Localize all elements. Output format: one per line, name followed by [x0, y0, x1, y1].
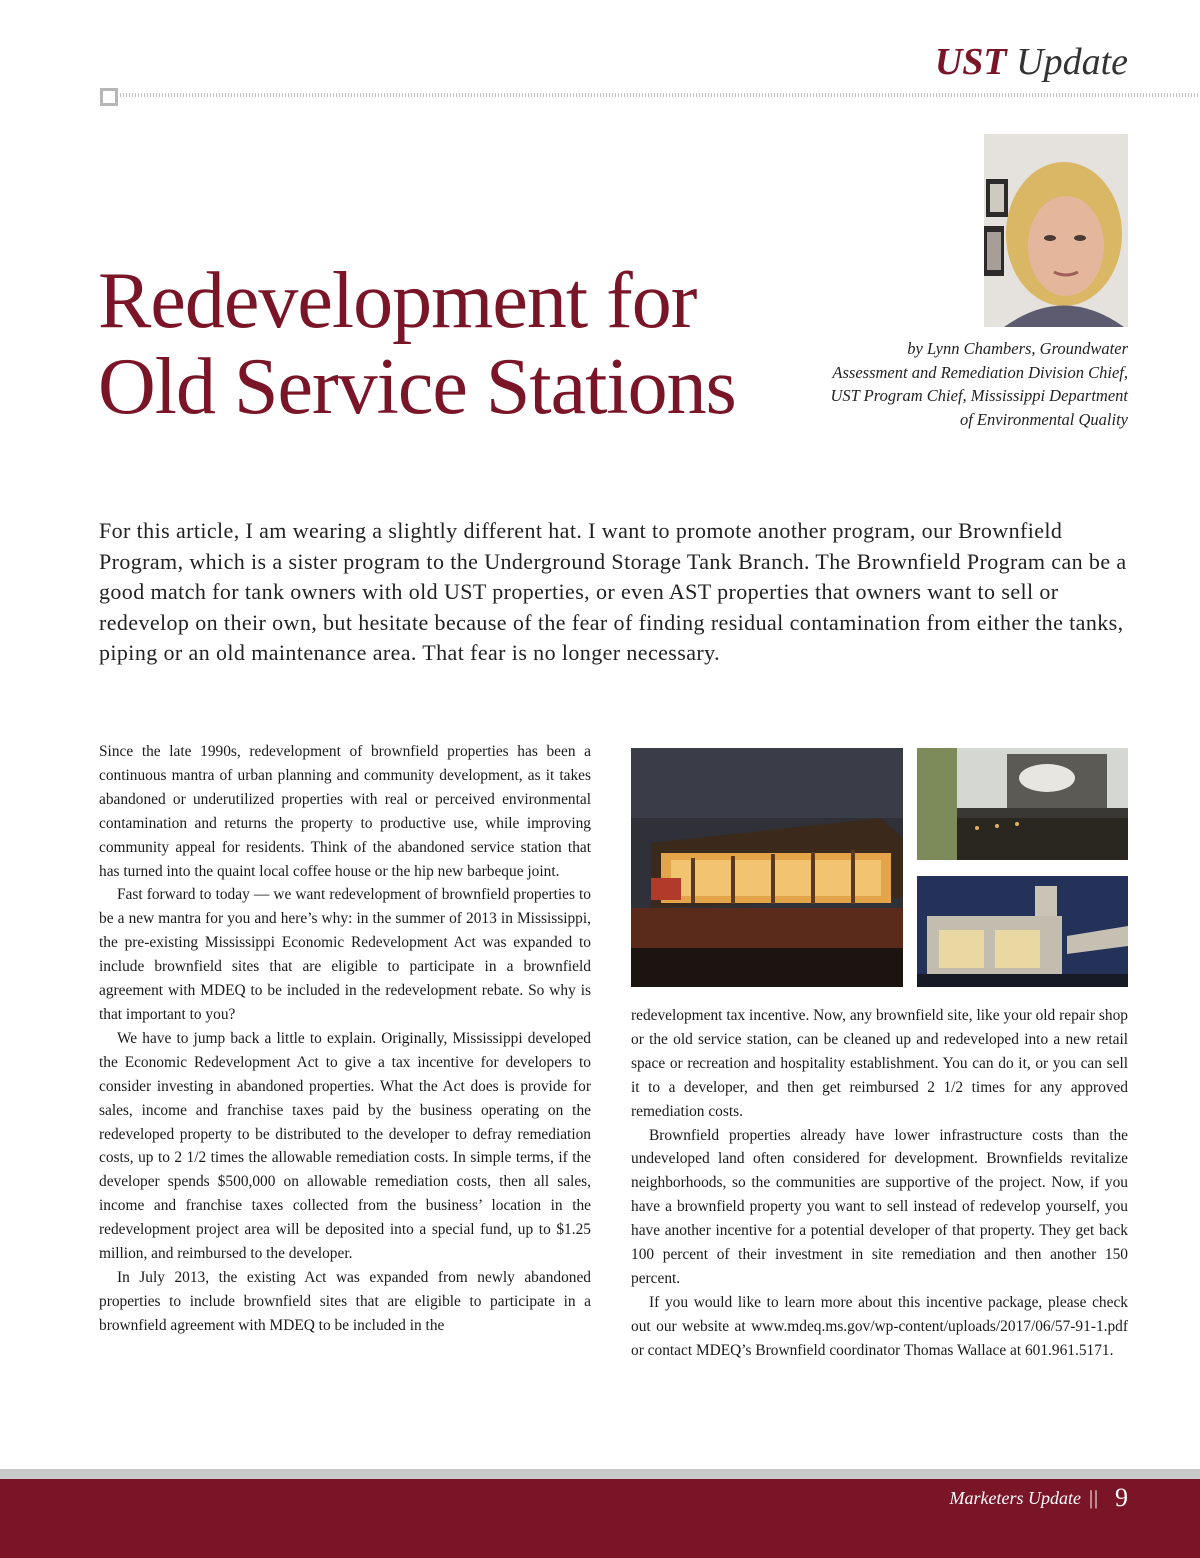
paragraph: In July 2013, the existing Act was expanded from newly abandoned properties to include brownfield sites that are eligible to participate in a brownfield agreement with MDEQ to be included in the	[99, 1268, 591, 1334]
paragraph: Fast forward to today — we want redevelopment of brownfield properties to be a new mantra for you and here’s why: in the summer of 2013 in Mississippi, the pre-existing Mississippi Economic Redevelopment Act was expanded to include brownfield sites that are eligible to participate in a brownfield agreement with MDEQ to be included in the redevelopment rebate. So why is that important to you?	[99, 886, 591, 1023]
paragraph: Since the late 1990s, redevelopment of brownfield properties has been a continuous mantra of urban planning and community development, as it takes abandoned or underutilized properties with real or perceived environmental contamination and returns the property to productive use, while improving community appeal for residents. Think of the abandoned service station that has turned into the quaint local coffee house or the hip new barbeque joint.	[99, 743, 591, 880]
byline-line: Assessment and Remediation Division Chief,	[832, 362, 1128, 382]
section-header-strong: UST	[934, 41, 1007, 83]
header-rule	[100, 88, 1200, 102]
restaurant-night-photo	[631, 748, 903, 987]
left-column	[99, 740, 591, 1338]
title-line: Old Service Stations	[98, 343, 736, 431]
paragraph: redevelopment tax incentive. Now, any brownfield site, like your old repair shop or the old service station, can be cleaned up and redeveloped into a new retail space or recreation and hospitality establishment. You can do it, or you can sell it to a developer, and then get reimbursed 2 1/2 times for any approved remediation costs.	[631, 1007, 1128, 1120]
byline-line: of Environmental Quality	[959, 409, 1128, 429]
dotted-divider	[120, 93, 1200, 97]
author-photo	[984, 134, 1128, 327]
footer-separator: ||	[1088, 1486, 1099, 1509]
header-square-icon	[100, 88, 118, 106]
section-header-rest: Update	[1016, 41, 1128, 83]
paragraph: We have to jump back a little to explain. Originally, Mississippi developed the Economic Redevelopment Act to give a tax incentive for developers to consider investing in abandoned properties. What the Act does is provide for sales, income and franchise taxes paid by the business operating on the redeveloped property to be distributed to the developer to defray remediation costs, up to 2 1/2 times the allowable remediation costs. In simple terms, if the developer spends $500,000 on allowable remediation costs, then all sales, income and franchise taxes collected from the business’ location in the redevelopment project area will be deposited into a special fund, up to $1.25 million, and reimbursed to the developer.	[99, 1029, 591, 1263]
paragraph: If you would like to learn more about this incentive package, please check out our website at www.mdeq.ms.gov/wp-content/uploads/2017/06/57-91-1.pdf or contact MDEQ’s Brownfield coordinator Thomas Wallace at 601.961.5171.	[631, 1293, 1128, 1359]
section-header	[935, 40, 1128, 84]
right-column	[631, 1004, 1128, 1363]
byline-line: UST Program Chief, Mississippi Department	[830, 386, 1128, 405]
byline	[768, 337, 1128, 431]
publication-name: Marketers Update	[949, 1487, 1081, 1508]
article-intro: For this article, I am wearing a slightly different hat. I want to promote another program, our Brownfield Program, which is a sister program to the Underground Storage Tank Branch. The Brownfield Program can be a good match for tank owners with old UST properties, or even AST properties that owners want to sell or redevelop on their own, but hesitate because of the fear of finding residual contamination from either the tanks, piping or an old maintenance area. That fear is no longer necessary.	[99, 518, 1127, 666]
paragraph: Brownfield properties already have lower infrastructure costs than the undeveloped land often considered for development. Brownfields revitalize neighborhoods, so the communities are supportive of the project. Now, if you have a brownfield property you want to sell instead of redevelop yourself, you have another incentive for a potential developer of that property. They get back 100 percent of their investment in site remediation and then another 150 percent.	[631, 1126, 1128, 1287]
article-title	[98, 258, 736, 430]
title-line: Redevelopment for	[98, 257, 697, 345]
pig-sign-restaurant-photo	[917, 748, 1128, 860]
page-number: 9	[1115, 1483, 1128, 1512]
byline-line: by Lynn Chambers, Groundwater	[907, 339, 1128, 358]
service-station-dusk-photo	[917, 876, 1128, 987]
footer-text	[950, 1468, 1128, 1528]
